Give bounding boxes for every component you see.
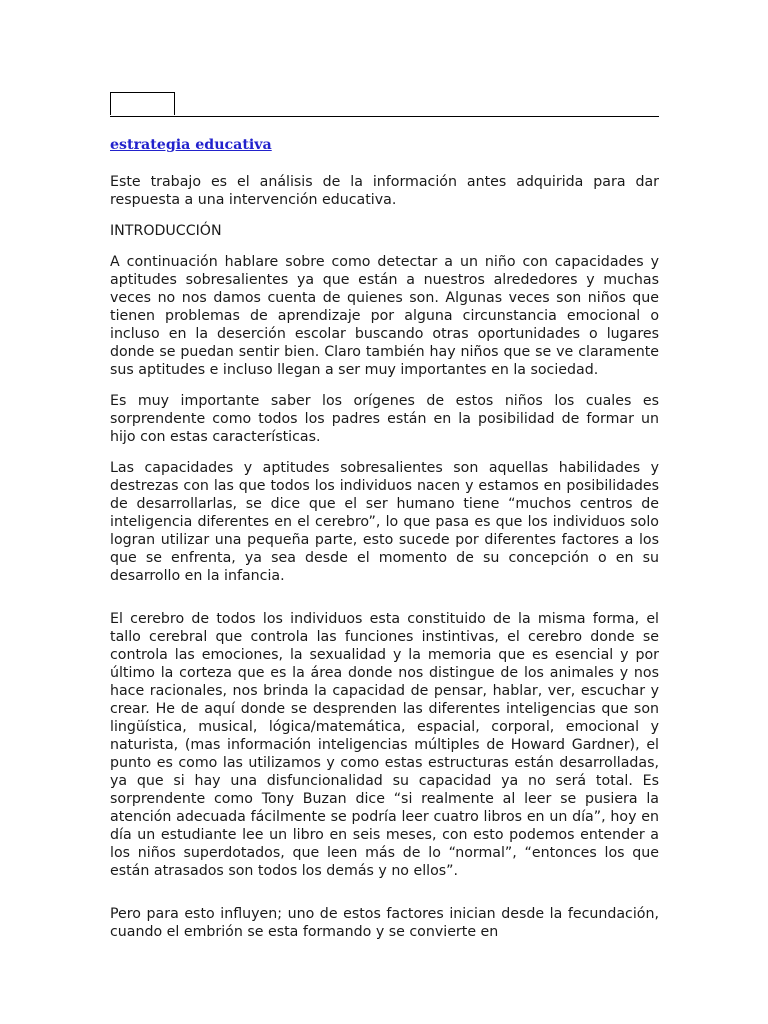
- header-rule: [110, 92, 659, 117]
- intro-paragraph: Este trabajo es el análisis de la información antes adquirida para dar respuesta a una intervención educativa.: [110, 174, 659, 208]
- section-heading: INTRODUCCIÓN: [110, 223, 222, 239]
- body-paragraph: El cerebro de todos los individuos esta constituido de la misma forma, el tallo cerebral que controla las funciones instintivas, el cerebro donde se controla las emociones, la sexualidad y la memoria que es esencial y por último la corteza que es la área donde nos distingue de los animales y nos hace racionales, nos brinda la capacidad de pensar, hablar, ver, escuchar y crear. He de aquí donde se desprenden las diferentes inteligencias que son lingüística, musical, lógica/matemática, espacial, corporal, emocional y naturista, (mas información inteligencias múltiples de Howard Gardner), el punto es como las utilizamos y como estas estructuras están desarrolladas, ya que si hay una disfuncionalidad su capacidad ya no será total. Es sorprendente como Tony Buzan dice “si realmente al leer se pusiera la atención adecuada fácilmente se podría leer cuatro libros en un día”, hoy en día un estudiante lee un libro en seis meses, con esto podemos entender a los niños superdotados, que leen más de lo “normal”, “entonces los que están atrasados son todos los demás y no ellos”.: [110, 611, 659, 879]
- body-paragraph: Es muy importante saber los orígenes de estos niños los cuales es sorprendente como todos los padres están en la posibilidad de formar un hijo con estas características.: [110, 393, 659, 445]
- body-paragraph: Las capacidades y aptitudes sobresalientes son aquellas habilidades y destrezas con las que todos los individuos nacen y estamos en posibilidades de desarrollarlas, se dice que el ser humano tiene “muchos centros de inteligencia diferentes en el cerebro”, lo que pasa es que los individuos solo logran utilizar una pequeña parte, esto sucede por diferentes factores a los que se enfrenta, ya sea desde el momento de su concepción o en su desarrollo en la infancia.: [110, 460, 659, 584]
- body-paragraph: Pero para esto influyen; uno de estos factores inician desde la fecundación, cuando el embrión se esta formando y se convierte en: [110, 906, 659, 940]
- title-link[interactable]: estrategia educativa: [110, 137, 272, 153]
- body-paragraph: A continuación hablare sobre como detectar a un niño con capacidades y aptitudes sobresalientes ya que están a nuestros alrededores y muchas veces no nos damos cuenta de quienes son. Algunas veces son niños que tienen problemas de aprendizaje por alguna circunstancia emocional o incluso en la deserción escolar buscando otras oportunidades o lugares donde se puedan sentir bien. Claro también hay niños que se ve claramente sus aptitudes e incluso llegan a ser muy importantes en la sociedad.: [110, 254, 659, 378]
- header-box: [110, 92, 175, 115]
- document-page: [110, 92, 659, 941]
